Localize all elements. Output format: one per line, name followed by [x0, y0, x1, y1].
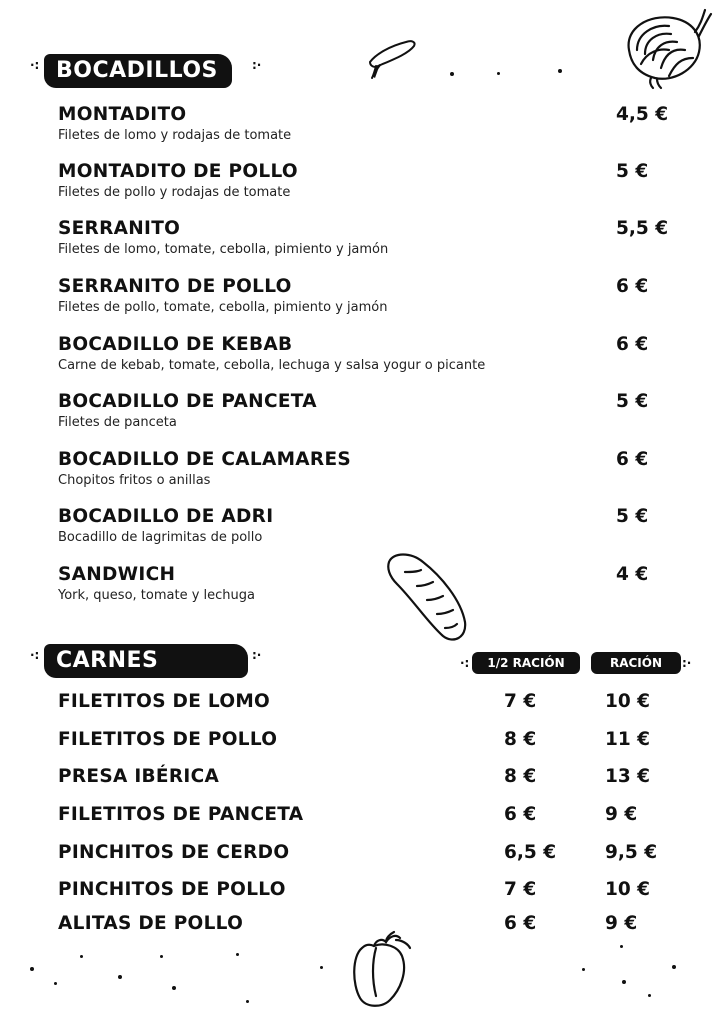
- item-description: Filetes de pollo y rodajas de tomate: [58, 185, 291, 200]
- item-price: 5,5 €: [616, 218, 669, 239]
- item-name: SANDWICH: [58, 564, 176, 585]
- half-ration-price: 6 €: [504, 913, 537, 934]
- table-row: [58, 765, 678, 789]
- chili-pepper-icon: [362, 36, 422, 82]
- ink-speck: [246, 1000, 249, 1003]
- half-ration-price: 6 €: [504, 804, 537, 825]
- ink-speck: [30, 967, 34, 971]
- half-ration-price: 7 €: [504, 691, 537, 712]
- menu-item: [58, 506, 678, 547]
- column-header-half-ration: 1/2 RACIÓN: [472, 652, 580, 674]
- ration-price: 9 €: [605, 913, 638, 934]
- ink-speck: [172, 986, 176, 990]
- menu-item: [58, 391, 678, 432]
- column-header-ration: RACIÓN: [591, 652, 681, 674]
- half-ration-price: 8 €: [504, 766, 537, 787]
- ink-speck: [320, 966, 323, 969]
- meat-name: FILETITOS DE PANCETA: [58, 804, 304, 825]
- column-dots: :·: [682, 656, 692, 670]
- item-price: 4,5 €: [616, 104, 669, 125]
- ink-speck: [118, 975, 122, 979]
- item-name: SERRANITO: [58, 218, 181, 239]
- item-price: 5 €: [616, 391, 649, 412]
- item-price: 5 €: [616, 506, 649, 527]
- ink-speck: [558, 69, 562, 73]
- half-ration-price: 6,5 €: [504, 842, 557, 863]
- table-row: [58, 728, 678, 752]
- meat-name: FILETITOS DE POLLO: [58, 729, 278, 750]
- menu-item: [58, 276, 678, 317]
- header-dots-left: ·:: [30, 58, 40, 72]
- table-row: [58, 841, 678, 865]
- ink-speck: [648, 994, 651, 997]
- ink-speck: [582, 968, 585, 971]
- table-row: [58, 912, 678, 936]
- item-description: Carne de kebab, tomate, cebolla, lechuga y salsa yogur o picante: [58, 358, 486, 373]
- ink-speck: [622, 980, 626, 984]
- ink-speck: [160, 955, 163, 958]
- ink-speck: [672, 965, 676, 969]
- menu-item: [58, 449, 678, 490]
- ink-speck: [620, 945, 623, 948]
- item-description: Filetes de pollo, tomate, cebolla, pimiento y jamón: [58, 300, 388, 315]
- section-title-carnes: CARNES: [44, 644, 248, 678]
- item-name: BOCADILLO DE CALAMARES: [58, 449, 352, 470]
- ink-speck: [497, 72, 500, 75]
- item-price: 5 €: [616, 161, 649, 182]
- ink-speck: [236, 953, 239, 956]
- ink-speck: [54, 982, 57, 985]
- ration-price: 9,5 €: [605, 842, 658, 863]
- ration-price: 9 €: [605, 804, 638, 825]
- header-dots-right: :·: [252, 648, 262, 662]
- item-price: 4 €: [616, 564, 649, 585]
- section-title-bocadillos: BOCADILLOS: [44, 54, 232, 88]
- ration-price: 11 €: [605, 729, 651, 750]
- ration-price: 13 €: [605, 766, 651, 787]
- item-description: Filetes de lomo, tomate, cebolla, pimiento y jamón: [58, 242, 389, 257]
- meat-name: ALITAS DE POLLO: [58, 913, 244, 934]
- table-row: [58, 878, 678, 902]
- header-dots-right: :·: [252, 58, 262, 72]
- menu-item: [58, 564, 678, 605]
- header-dots-left: ·:: [30, 648, 40, 662]
- item-name: SERRANITO DE POLLO: [58, 276, 292, 297]
- item-name: BOCADILLO DE PANCETA: [58, 391, 317, 412]
- item-name: MONTADITO DE POLLO: [58, 161, 298, 182]
- item-description: Filetes de panceta: [58, 415, 177, 430]
- item-price: 6 €: [616, 276, 649, 297]
- meat-name: PINCHITOS DE POLLO: [58, 879, 286, 900]
- item-name: BOCADILLO DE ADRI: [58, 506, 274, 527]
- item-name: MONTADITO: [58, 104, 187, 125]
- column-dots: ·:: [460, 656, 470, 670]
- item-description: Bocadillo de lagrimitas de pollo: [58, 530, 263, 545]
- item-description: Filetes de lomo y rodajas de tomate: [58, 128, 292, 143]
- bell-pepper-icon: [346, 930, 422, 1010]
- ration-price: 10 €: [605, 879, 651, 900]
- menu-item: [58, 218, 678, 259]
- half-ration-price: 8 €: [504, 729, 537, 750]
- meat-name: PINCHITOS DE CERDO: [58, 842, 290, 863]
- meat-name: PRESA IBÉRICA: [58, 766, 220, 787]
- ink-speck: [450, 72, 454, 76]
- table-row: [58, 803, 678, 827]
- table-row: [58, 690, 678, 714]
- onion-icon: [615, 6, 715, 90]
- menu-item: [58, 161, 678, 202]
- item-name: BOCADILLO DE KEBAB: [58, 334, 293, 355]
- menu-item: [58, 334, 678, 375]
- item-description: York, queso, tomate y lechuga: [58, 588, 255, 603]
- meat-name: FILETITOS DE LOMO: [58, 691, 271, 712]
- ink-speck: [80, 955, 83, 958]
- menu-item: [58, 104, 678, 145]
- half-ration-price: 7 €: [504, 879, 537, 900]
- ration-price: 10 €: [605, 691, 651, 712]
- item-price: 6 €: [616, 334, 649, 355]
- item-description: Chopitos fritos o anillas: [58, 473, 211, 488]
- item-price: 6 €: [616, 449, 649, 470]
